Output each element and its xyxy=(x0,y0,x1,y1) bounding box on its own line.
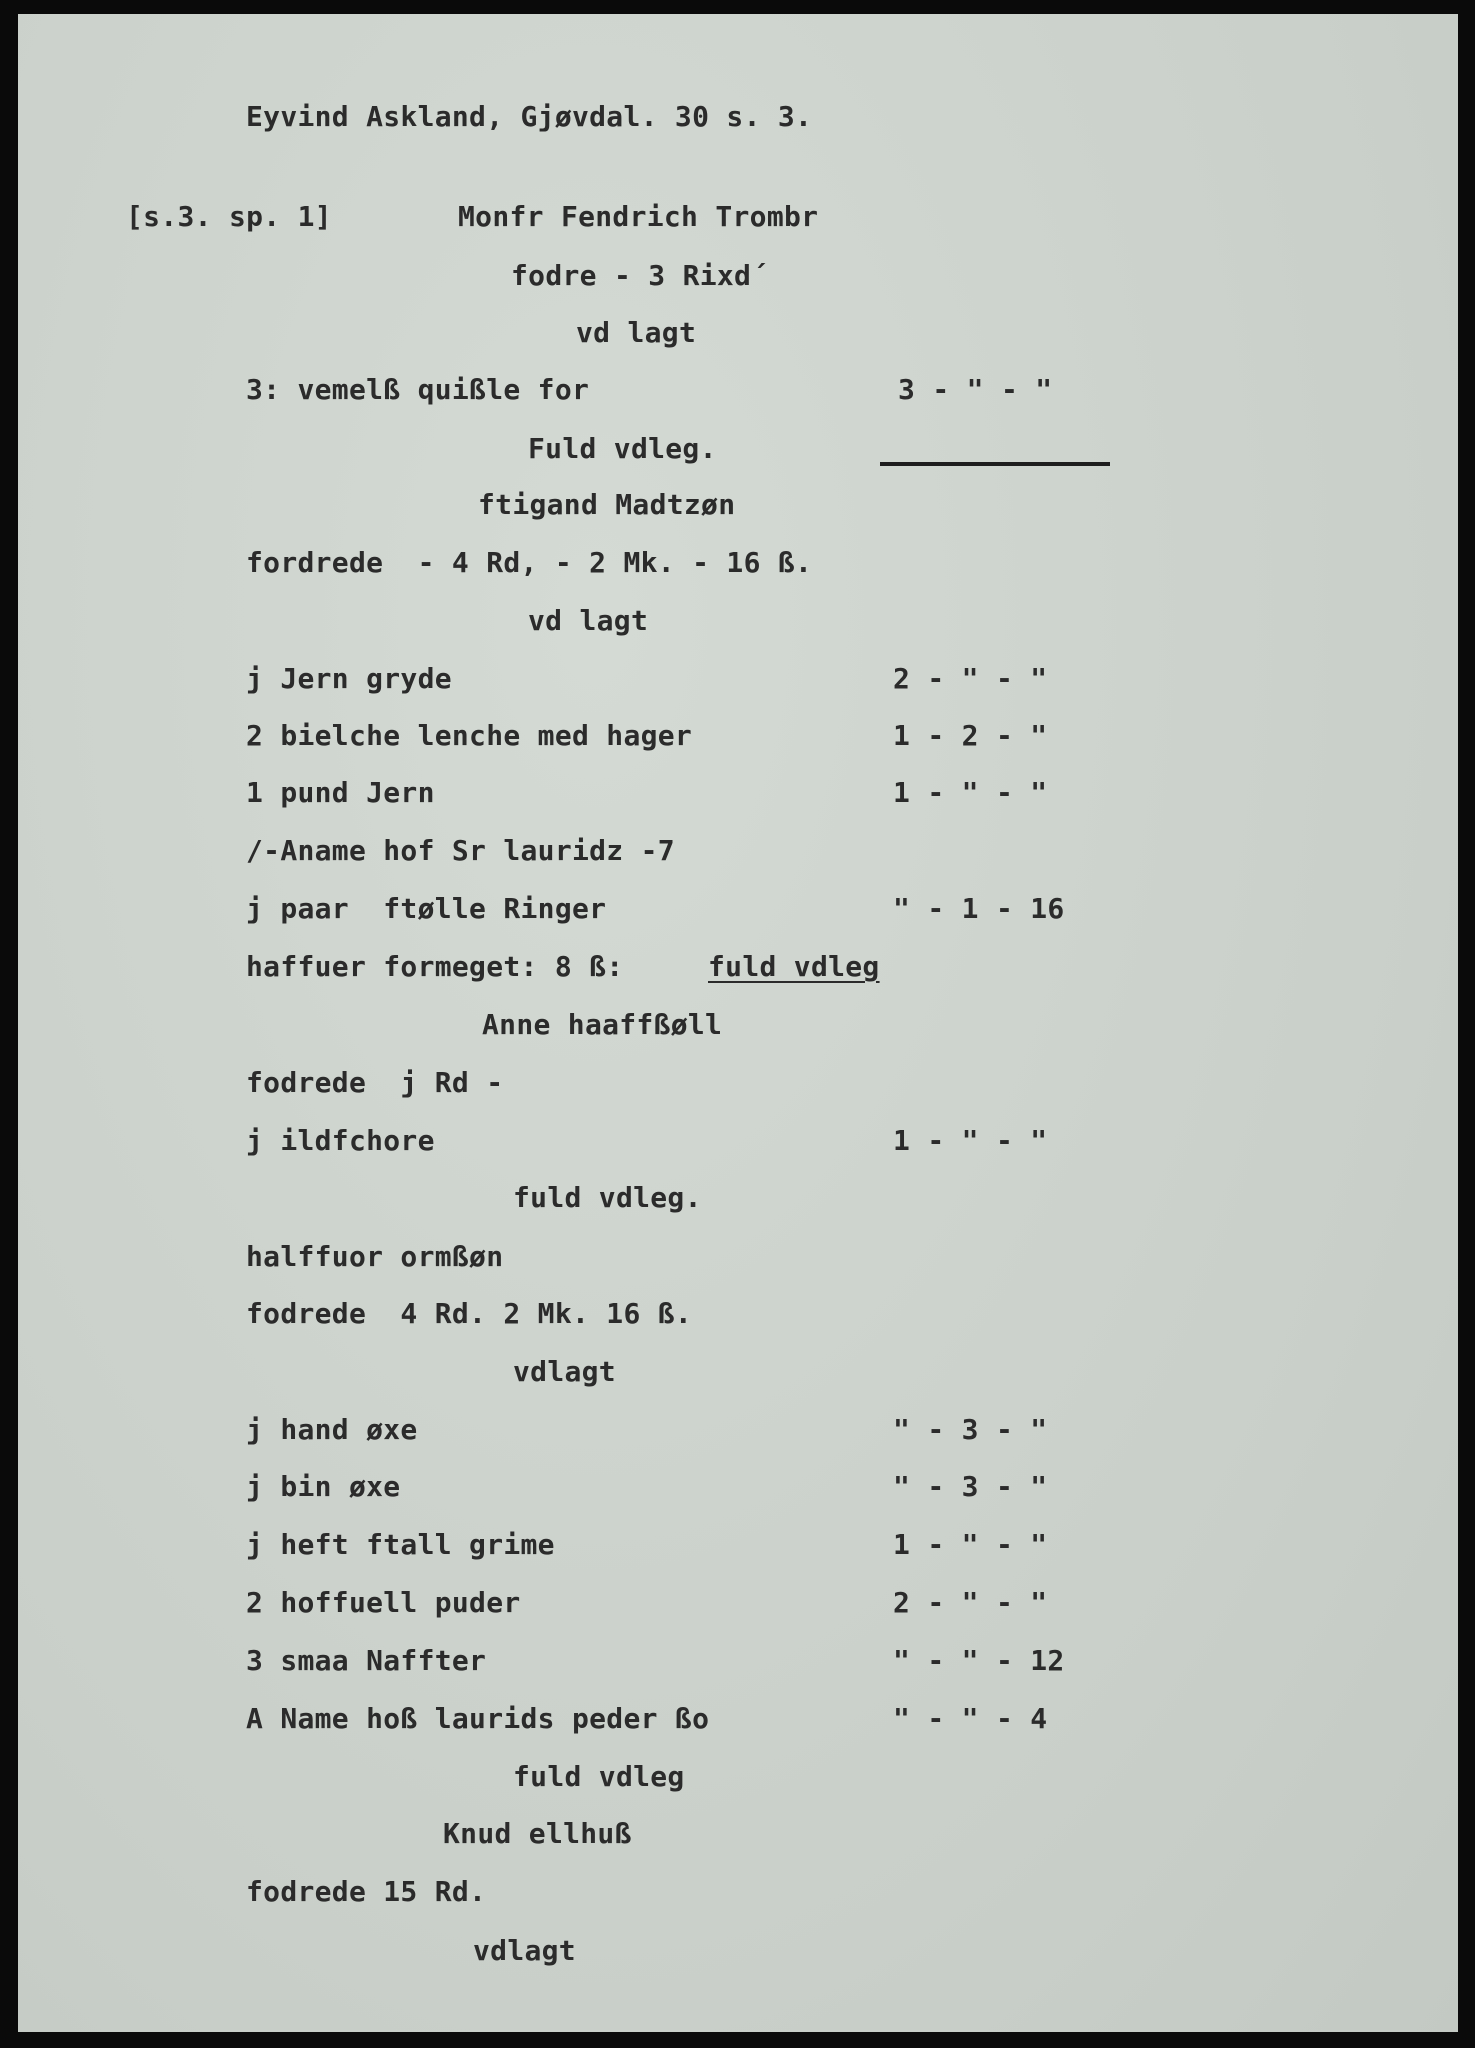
entry-line: haffuer formeget: 8 ß: xyxy=(246,950,624,983)
entry-line: vd lagt xyxy=(528,604,649,637)
entry-line: 1 pund Jern xyxy=(246,776,435,809)
entry-line: A Name hoß laurids peder ßo xyxy=(246,1702,710,1735)
entry-amount: " - " - 4 xyxy=(893,1702,1048,1735)
page-reference: [s.3. sp. 1] xyxy=(126,200,332,233)
entry-line: j bin øxe xyxy=(246,1470,401,1503)
entry-line: /-Aname hof Sr lauridz -7 xyxy=(246,834,675,867)
entry-amount: " - 3 - " xyxy=(893,1470,1048,1503)
entry-line: j heft ftall grime xyxy=(246,1528,555,1561)
entry-line: vdlagt xyxy=(473,1934,576,1967)
entry-line: j ildfchore xyxy=(246,1124,435,1157)
entry-line: fodrede 15 Rd. xyxy=(246,1875,487,1908)
entry-note: fuld vdleg xyxy=(708,950,880,983)
entry-line: fodrede 4 Rd. 2 Mk. 16 ß. xyxy=(246,1297,693,1330)
entry-line: 2 hoffuell puder xyxy=(246,1586,521,1619)
entry-line: Fuld vdleg. xyxy=(528,432,717,465)
document-page xyxy=(18,14,1458,2032)
entry-line: j hand øxe xyxy=(246,1413,418,1446)
entry-line: vdlagt xyxy=(513,1355,616,1388)
entry-line: vd lagt xyxy=(576,316,697,349)
entry-line: j paar ftølle Ringer xyxy=(246,892,607,925)
entry-amount: 2 - " - " xyxy=(893,662,1048,695)
entry-amount: " - 1 - 16 xyxy=(893,892,1065,925)
entry-line: fodre - 3 Rixd´ xyxy=(511,259,769,292)
entry-amount: " - 3 - " xyxy=(893,1413,1048,1446)
entry-amount: 1 - " - " xyxy=(893,1528,1048,1561)
document-header: Eyvind Askland, Gjøvdal. 30 s. 3. xyxy=(246,100,813,133)
entry-line: ftigand Madtzøn xyxy=(478,488,736,521)
entry-line: Anne haaffßøll xyxy=(482,1008,723,1041)
entry-line: fodrede j Rd - xyxy=(246,1066,504,1099)
entry-line: Monfr Fendrich Trombr xyxy=(458,200,819,233)
entry-line: fuld vdleg xyxy=(513,1760,685,1793)
entry-amount: 1 - " - " xyxy=(893,1124,1048,1157)
entry-line: j Jern gryde xyxy=(246,662,452,695)
sum-rule xyxy=(880,462,1110,466)
entry-line: 3 smaa Naffter xyxy=(246,1644,487,1677)
entry-line: halffuor ormßøn xyxy=(246,1240,504,1273)
entry-amount: 1 - 2 - " xyxy=(893,719,1048,752)
entry-amount: " - " - 12 xyxy=(893,1644,1065,1677)
entry-line: fuld vdleg. xyxy=(513,1181,702,1214)
entry-line: fordrede - 4 Rd, - 2 Mk. - 16 ß. xyxy=(246,546,813,579)
entry-amount: 1 - " - " xyxy=(893,776,1048,809)
entry-amount: 2 - " - " xyxy=(893,1586,1048,1619)
entry-amount: 3 - " - " xyxy=(898,373,1053,406)
entry-line: Knud ellhuß xyxy=(443,1817,632,1850)
entry-line: 2 bielche lenche med hager xyxy=(246,719,693,752)
entry-line: 3: vemelß quißle for xyxy=(246,373,590,406)
